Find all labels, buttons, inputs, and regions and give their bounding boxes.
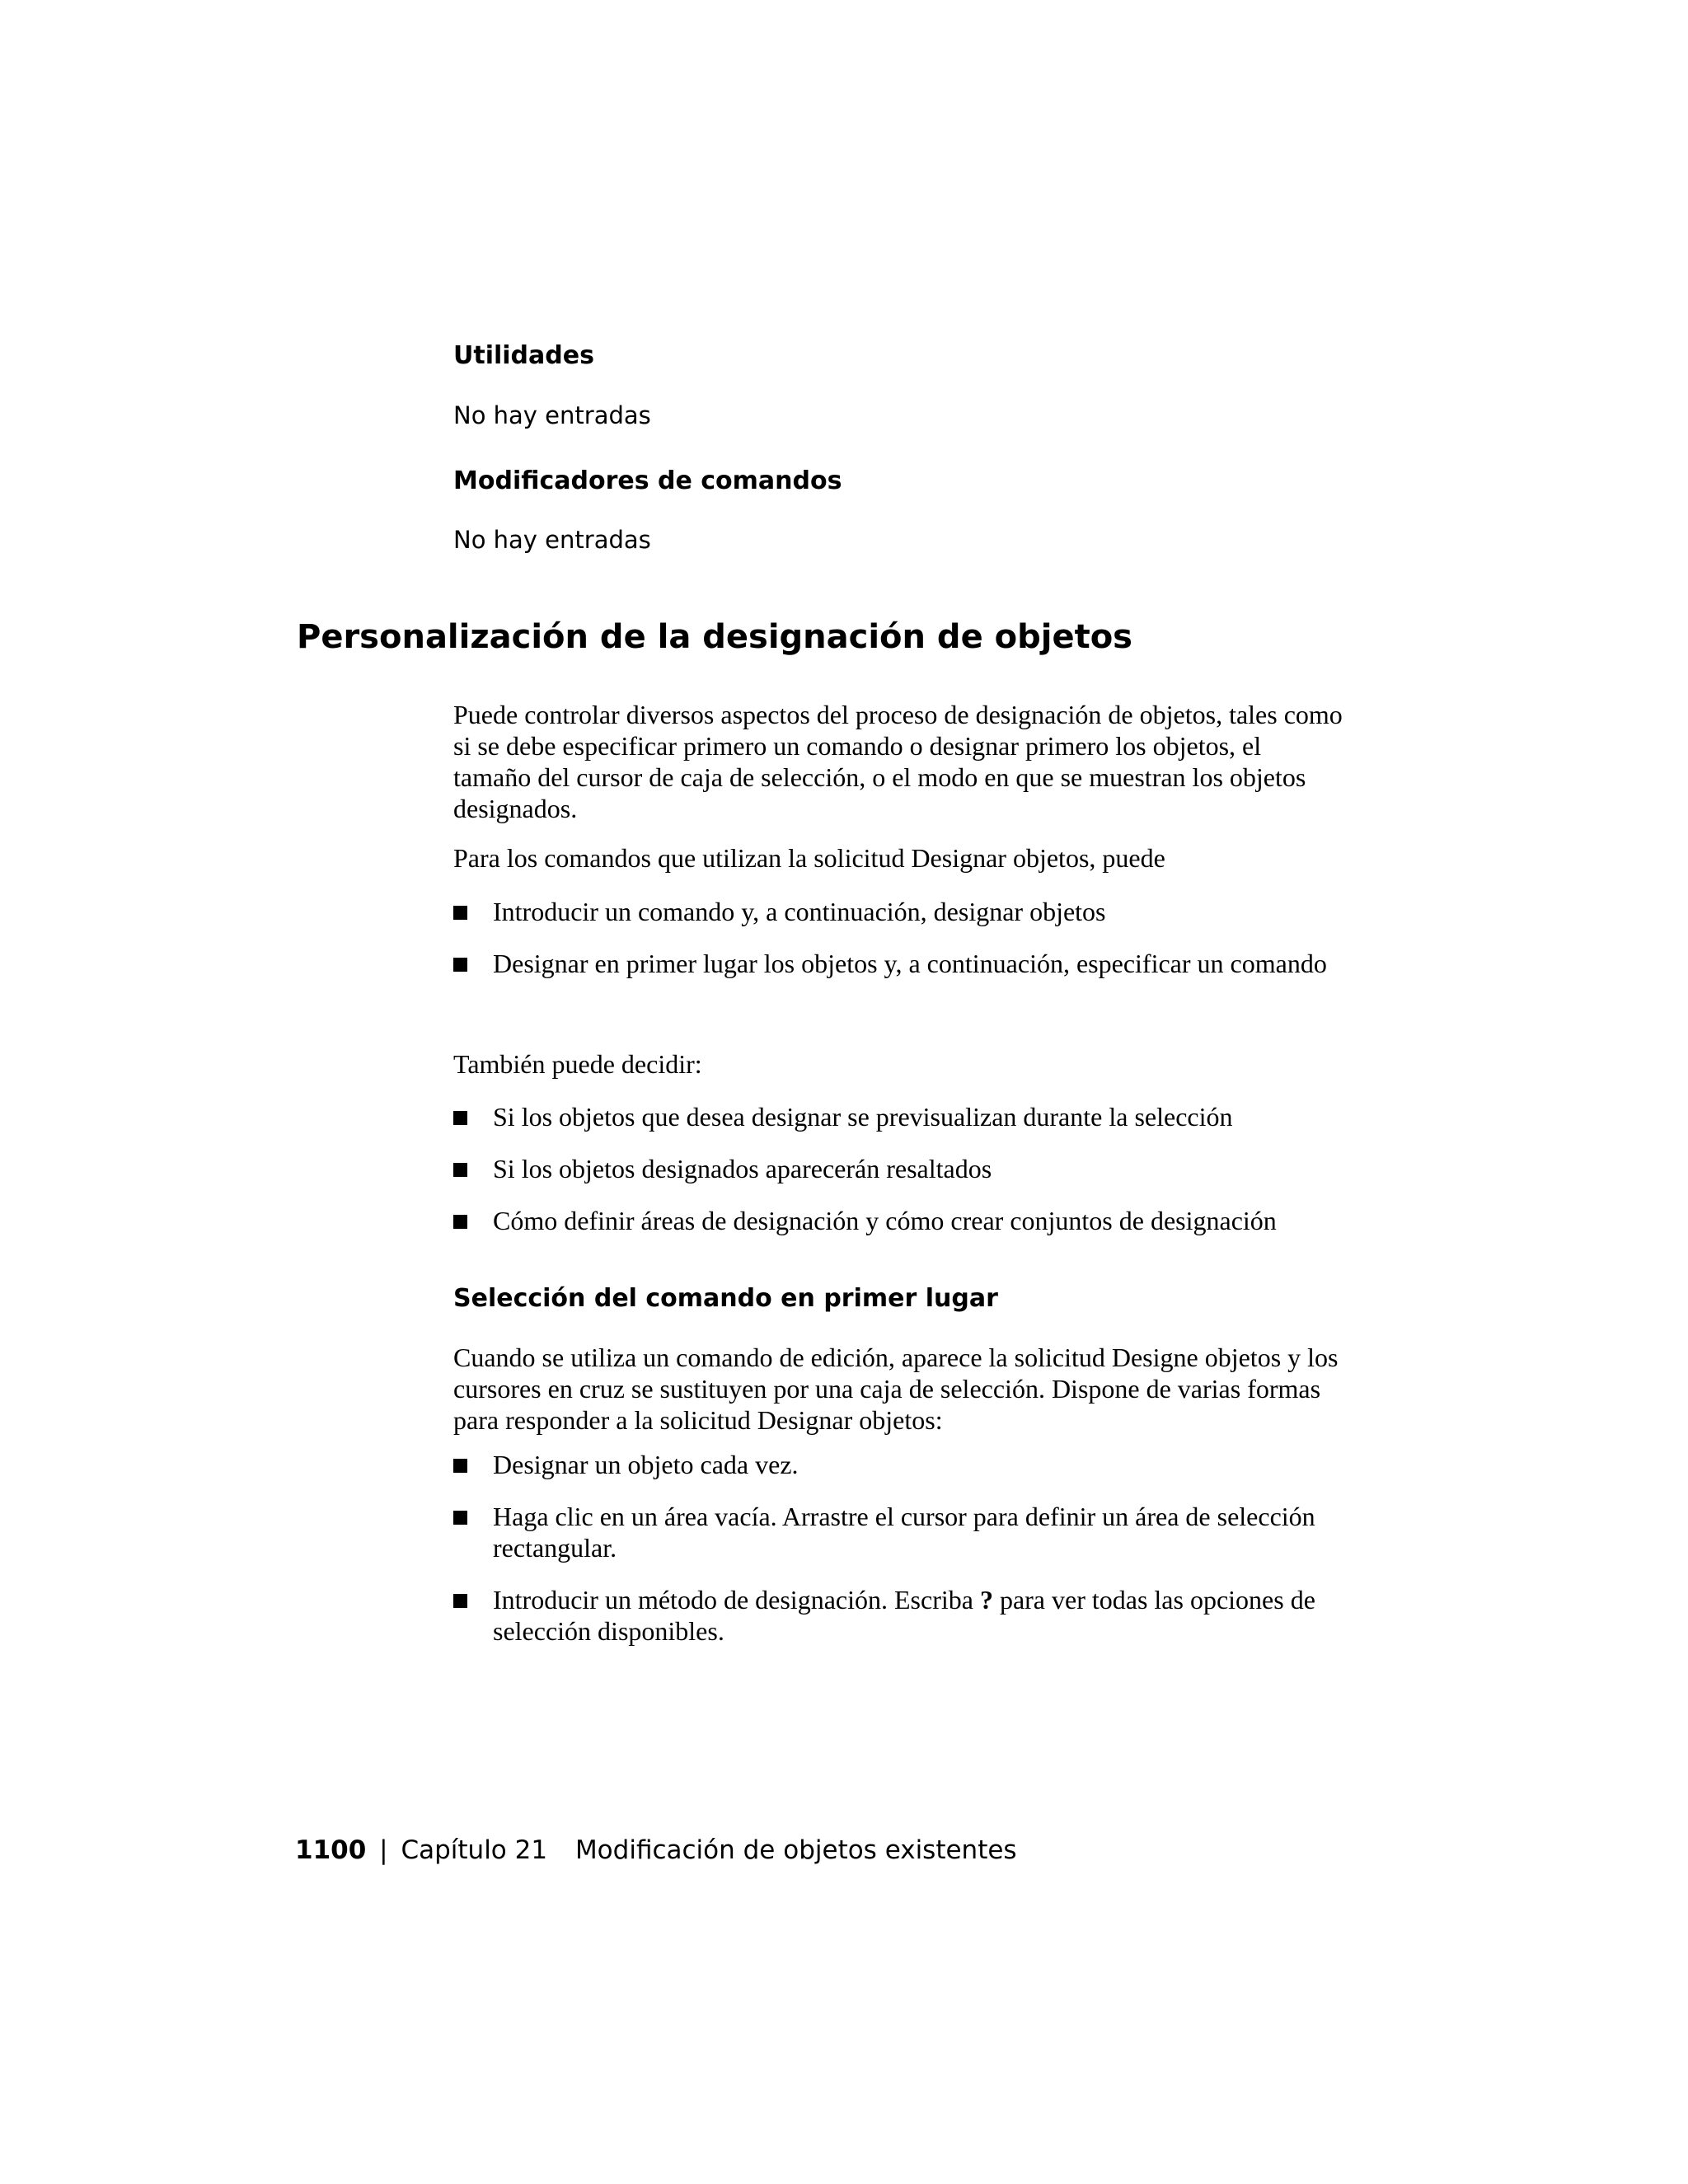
section-heading-utilidades: Utilidades (453, 341, 594, 370)
commands-paragraph: Para los comandos que utilizan la solicitud Designar objetos, puede (453, 843, 1165, 873)
list-item: Si los objetos designados aparecerán resaltados (453, 1153, 1343, 1184)
footer-chapter-title: Modificación de objetos existentes (574, 1835, 1017, 1865)
section-text-modificadores: No hay entradas (453, 526, 651, 554)
list-item: Introducir un método de designación. Escriba ? para ver todas las opciones de selección disponibles. (453, 1584, 1343, 1647)
page-title: Personalización de la designación de objetos (297, 618, 1132, 656)
list-item: Haga clic en un área vacía. Arrastre el cursor para definir un área de selección rectangular. (453, 1501, 1343, 1563)
intro-paragraph: Puede controlar diversos aspectos del proceso de designación de objetos, tales como si se debe especificar primero un comando o designar primero los objetos, el tamaño del cursor de caja de selección, o el modo en que se muestran los objetos designados. (453, 700, 1343, 823)
square-bullet-icon (453, 1111, 467, 1125)
section-heading-modificadores: Modificadores de comandos (453, 466, 842, 495)
decide-paragraph: También puede decidir: (453, 1049, 702, 1079)
square-bullet-icon (453, 1215, 467, 1229)
list-item: Cómo definir áreas de designación y cómo crear conjuntos de designación (453, 1205, 1343, 1236)
footer-chapter: Capítulo 21 (401, 1835, 548, 1865)
decide-bullet-list (453, 1101, 1343, 1257)
page-footer (295, 1834, 1017, 1867)
section-text-utilidades: No hay entradas (453, 401, 651, 429)
footer-separator: | (379, 1835, 388, 1865)
square-bullet-icon (453, 1511, 467, 1525)
page-number: 1100 (295, 1835, 367, 1865)
list-item: Introducir un comando y, a continuación, designar objetos (453, 896, 1343, 927)
square-bullet-icon (453, 906, 467, 920)
selection-bullet-list (453, 1449, 1343, 1667)
section-heading-seleccion: Selección del comando en primer lugar (453, 1284, 998, 1313)
square-bullet-icon (453, 1459, 467, 1473)
commands-bullet-list (453, 896, 1343, 1000)
list-item: Si los objetos que desea designar se previsualizan durante la selección (453, 1101, 1343, 1132)
square-bullet-icon (453, 1594, 467, 1608)
list-item: Designar en primer lugar los objetos y, a continuación, especificar un comando (453, 948, 1343, 979)
square-bullet-icon (453, 1163, 467, 1177)
square-bullet-icon (453, 958, 467, 972)
selection-paragraph: Cuando se utiliza un comando de edición, aparece la solicitud Designe objetos y los cursores en cruz se sustituyen por una caja de selección. Dispone de varias formas para responder a la solicitud Designar objetos: (453, 1343, 1339, 1435)
list-item: Designar un objeto cada vez. (453, 1449, 1343, 1480)
